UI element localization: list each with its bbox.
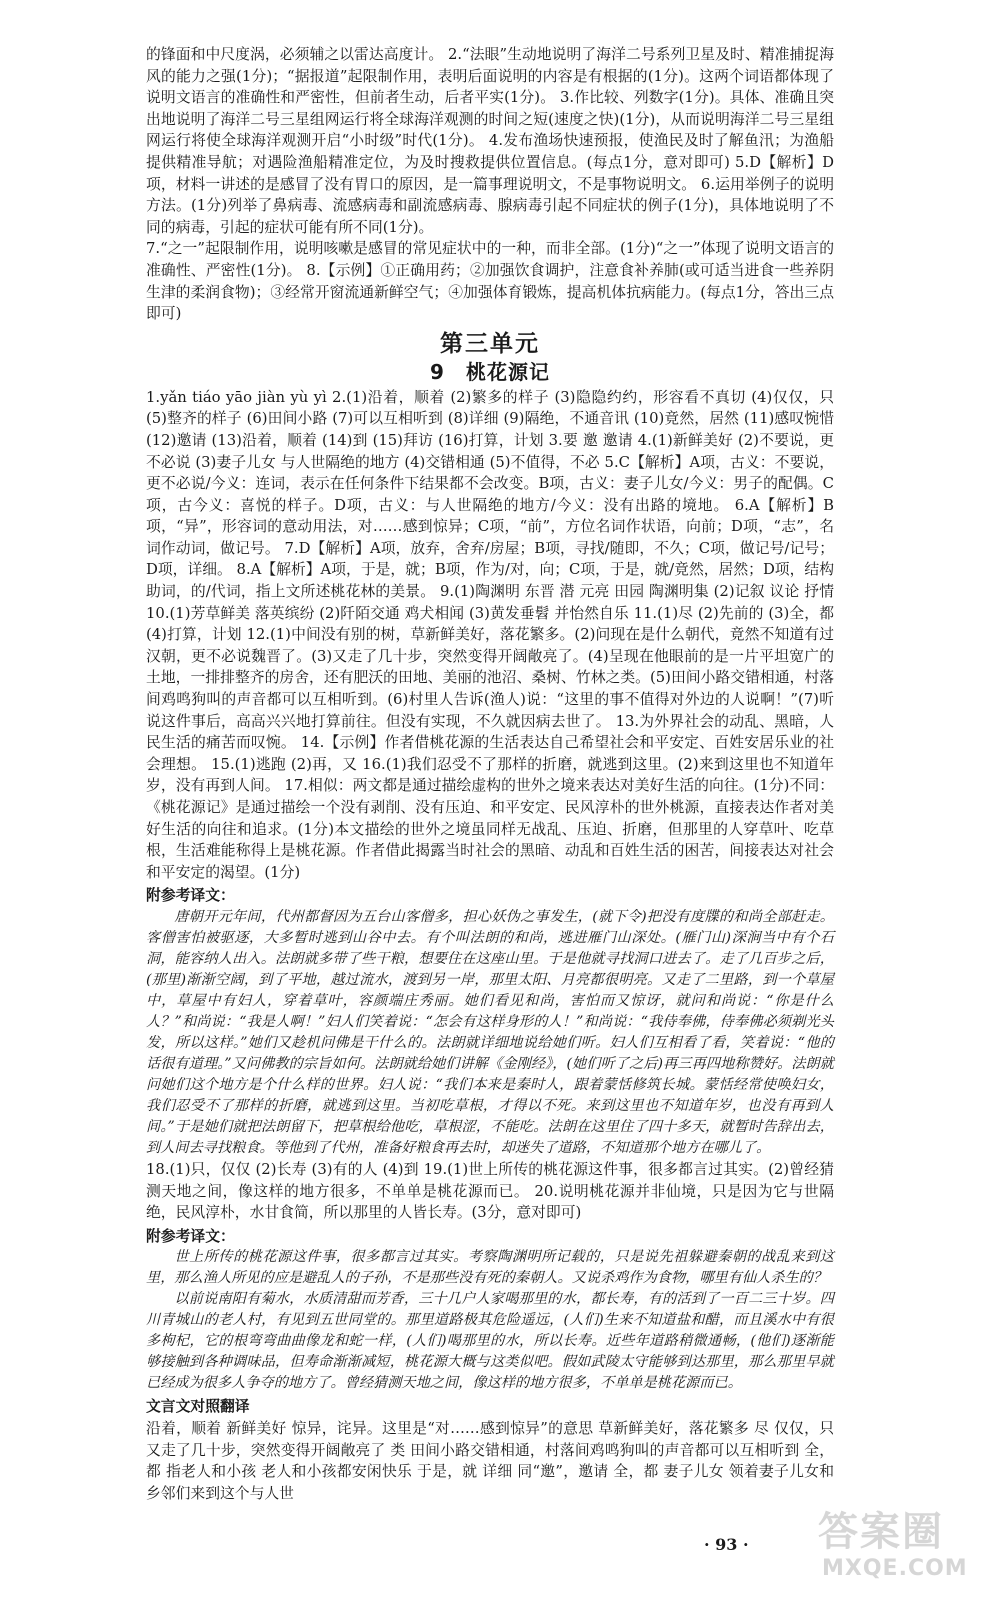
appendix-heading: 附参考译文： (146, 1227, 235, 1245)
answer-paragraph: 1.yǎn tiáo yāo jiàn yù yì 2.(1)沿着，顺着 (2)繁多的样子 (3)隐隐约约，形容看不真切 (4)仅仅，只 (5)整齐的样子 (6)田间小路 (7)可以互相听到 (8)详细 (9)隔绝，不通音讯 (10)竟然，居然 (11)感叹惋惜 (12)邀请 (13)沿着，顺着 (14)到 (15)拜访 (16)打算，计划 3.要 邀 邀请 4.(1)新鲜美好 (2)不要说，更不必说 (3)妻子儿女 与人世隔绝的地方 (4)交错相通 (5)不值得，不必 5.C【解析】A项，古义：不要说，更不必说/今义：连词，表示在任何条件下结果都不会改变。B项，古义：妻子儿女/今义：男子的配偶。C项，古今义：喜悦的样子。D项，古义：与人世隔绝的地方/今义：没有出路的境地。 6.A【解析】B项，“异”，形容词的意动用法，对……感到惊异；C项，“前”，方位名词作状语，向前；D项，“志”，名词作动词，做记号。 7.D【解析】A项，放弃，舍弃/房屋；B项，寻找/随即，不久；C项，做记号/记号；D项，详细。 8.A【解析】A项，于是，就；B项，作为/对，向；C项，于是，就/竟然，居然；D项，结构助词，的/代词，指上文所述桃花林的美景。 9.(1)陶渊明 东晋 潜 元亮 田园 陶渊明集 (2)记叙 议论 抒情 10.(1)芳草鲜美 落英缤纷 (2)阡陌交通 鸡犬相闻 (3)黄发垂髫 并怡然自乐 11.(1)尽 (2)先前的 (3)全，都 (4)打算，计划 12.(1)中间没有别的树，草新鲜美好，落花繁多。(2)问现在是什么朝代，竟然不知道有过汉朝，更不必说魏晋了。(3)又走了几十步，突然变得开阔敞亮了。(4)呈现在他眼前的是一片平坦宽广的土地，一排排整齐的房舍，还有肥沃的田地、美丽的池沼、桑树、竹林之类。(5)田间小路交错相通，村落间鸡鸣狗叫的声音都可以互相听到。(6)村里人告诉(渔人)说：“这里的事不值得对外边的人说啊！”(7)听说这件事后，高高兴兴地打算前往。但没有实现，不久就因病去世了。 13.为外界社会的动乱、黑暗，人民生活的痛苦而叹惋。 14.【示例】作者借桃花源的生活表达自己希望社会和平安定、百姓安居乐业的社会理想。 15.(1)逃跑 (2)再，又 16.(1)我们忍受不了那样的折磨，就逃到这里。(2)来到这里也不知道年岁，没有再到人间。 17.相似：两文都是通过描绘虚构的世外之境来表达对美好生活的向往。(1分)不同：《桃花源记》是通过描绘一个没有剥削、没有压迫、和平安定、民风淳朴的世外桃源，直接表达作者对美好生活的向往和追求。(1分)本文描绘的世外之境虽同样无战乱、压迫、折磨，但那里的人穿草叶、吃草根，生活难能称得上是桃花源。作者借此揭露当时社会的黑暗、动乱和百姓生活的困苦，间接表达对社会和平安定的渴望。(1分) (146, 388, 834, 881)
lesson-title: 9 桃花源记 (430, 359, 550, 384)
contrast-paragraph: 沿着，顺着 新鲜美好 惊异，诧异。这里是“对……感到惊异”的意思 草新鲜美好，落花繁多 尽 仅仅，只 又走了几十步，突然变得开阔敞亮了 类 田间小路交错相通，村落间鸡鸣狗叫的声音都可以互相听到 全，都 指老人和小孩 老人和小孩都安闲快乐 于是，就 详细 同“邀”，邀请 全，都 妻子儿女 领着妻子儿女和乡邻们来到这个与人世 (146, 1419, 834, 1502)
answer-paragraph: 7.“之一”起限制作用，说明咳嗽是感冒的常见症状中的一种，而非全部。(1分)“之一”体现了说明文语言的准确性、严密性(1分)。 8.【示例】①正确用药；②加强饮食调护，注意食补养肺(或可适当进食一些养阴生津的柔润食物)；③经常开窗流通新鲜空气；④加强体育锻炼，提高机体抗病能力。(每点1分，答出三点即可) (146, 240, 834, 323)
translation-paragraph: 世上所传的桃花源这件事，很多都言过其实。考察陶渊明所记载的，只是说先祖躲避秦朝的战乱来到这里，那么渔人所见的应是避乱人的子孙，不是那些没有死的秦朝人。又说杀鸡作为食物，哪里有仙人杀生的？ (146, 1249, 834, 1287)
unit-title: 第三单元 (440, 330, 540, 357)
page-number: · 93 · (704, 1535, 749, 1554)
watermark-logo (818, 1500, 978, 1595)
text-column (146, 44, 834, 1504)
answer-paragraph: 的锋面和中尺度涡，必须辅之以雷达高度计。 2.“法眼”生动地说明了海洋二号系列卫星及时、精准捕捉海风的能力之强(1分)；“据报道”起限制作用，表明后面说明的内容是有根据的(1分)。这两个词语都体现了说明文语言的准确性和严密性，但前者生动，后者平实(1分)。 3.作比较、列数字(1分)。具体、准确且突出地说明了海洋二号三星组网运行将全球海洋观测的时间之短(速度之快)(1分)，从而说明海洋二号三星组网运行将使全球海洋观测开启“小时级”时代(1分)。 4.发布渔场快速预报，使渔民及时了解鱼汛；为渔船提供精准导航；对遇险渔船精准定位，为及时搜救提供位置信息。(每点1分，意对即可) 5.D【解析】D项，材料一讲述的是感冒了没有胃口的原因，是一篇事理说明文，不是事物说明文。 6.运用举例子的说明方法。(1分)列举了鼻病毒、流感病毒和副流感病毒、腺病毒引起不同症状的例子(1分)，具体地说明了不同的病毒，引起的症状可能有所不同(1分)。 (146, 46, 834, 236)
watermark-url: MXQE.COM (822, 1556, 968, 1581)
translation-paragraph: 以前说南阳有菊水，水质清甜而芳香，三十几户人家喝那里的水，都长寿，有的活到了一百二三十岁。四川青城山的老人村，有见到五世同堂的。那里道路极其危险遥远，(人们)生来不知道盐和醋，而且溪水中有很多枸杞，它的根弯弯曲曲像龙和蛇一样，(人们)喝那里的水，所以长寿。近些年道路稍微通畅，(他们)逐渐能够接触到各种调味品，但寿命渐渐减短，桃花源大概与这类似吧。假如武陵太守能够到达那里，那么那里早就已经成为很多人争夺的地方了。曾经猜测天地之间，像这样的地方很多，不单单是桃花源而已。 (146, 1291, 834, 1392)
watermark-text: 答案圈 (818, 1509, 944, 1555)
appendix-heading: 附参考译文： (146, 887, 235, 905)
contrast-heading: 文言文对照翻译 (146, 1398, 250, 1416)
answer-paragraph: 18.(1)只，仅仅 (2)长寿 (3)有的人 (4)到 19.(1)世上所传的桃花源这件事，很多都言过其实。(2)曾经猜测天地之间，像这样的地方很多，不单单是桃花源而已。 20.说明桃花源并非仙境，只是因为它与世隔绝，民风淳朴，水甘食简，所以那里的人皆长寿。(3分，意对即可) (146, 1160, 834, 1222)
translation-paragraph: 唐朝开元年间，代州都督因为五台山客僧多，担心妖伪之事发生，(就下令)把没有度牒的和尚全部赶走。客僧害怕被驱逐，大多暂时逃到山谷中去。有个叫法朗的和尚，逃进雁门山深处。(雁门山)深涧当中有个石洞，能容纳人出入。法朗就多带了些干粮，想要住在这座山里。于是他就寻找洞口进去了。走了几百步之后，(那里)渐渐空阔，到了平地，越过流水，渡到另一岸，那里太阳、月亮都很明亮。又走了二里路，到一个草屋中，草屋中有妇人，穿着草叶，容颜端庄秀丽。她们看见和尚，害怕而又惊讶，就问和尚说：“你是什么人？”和尚说：“我是人啊！”妇人们笑着说：“怎会有这样身形的人！”和尚说：“我侍奉佛，侍奉佛必须剃光头发，所以这样。”她们又趁机问佛是干什么的。法朗就详细地说给她们听。妇人们互相看了看，笑着说：“他的话很有道理。”又问佛教的宗旨如何。法朗就给她们讲解《金刚经》，(她们听了之后)再三再四地称赞好。法朗就问她们这个地方是个什么样的世界。妇人说：“我们本来是秦时人，跟着蒙恬修筑长城。蒙恬经常使唤妇女，我们忍受不了那样的折磨，就逃到这里。当初吃草根，才得以不死。来到这里也不知道年岁，也没有再到人间。”于是她们就把法朗留下，把草根给他吃，草根涩，不能吃。法朗在这里住了四十多天，就暂时告辞出去，到人间去寻找粮食。等他到了代州，准备好粮食再去时，却迷失了道路，不知道那个地方在哪儿了。 (146, 908, 834, 1156)
